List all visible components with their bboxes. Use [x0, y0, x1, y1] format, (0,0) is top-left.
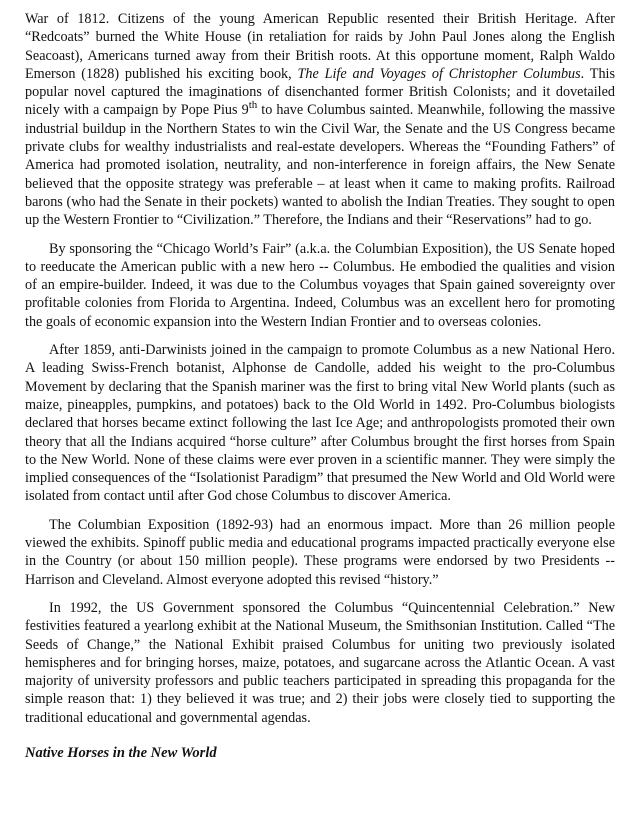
paragraph-text: . This popular novel captured the imaginations of disenchanted former British Colonists; and it dovetailed nicely with a campaign by Pope Pius 9	[25, 65, 615, 119]
document-body	[25, 10, 615, 737]
paragraph-anti-darwinists: After 1859, anti-Darwinists joined in the campaign to promote Columbus as a new National Hero. A leading Swiss-French botanist, Alphonse de Candolle, added his weight to the pro-Columbus Movement by declaring that the Spanish mariner was the first to bring vital New World plants (such as maize, pineapples, pumpkins, and potatoes) back to the Old World in 1492. Pro-Columbus biologists declared that horses became extinct following the last Ice Age; and anthropologists promoted their own theory that all the Indians acquired “horse culture” after Columbus brought the first horses from Spain to the New World. None of these claims were ever proven in a scientific manner. They were simply the implied consequences of the “Isolationist Paradigm” that presumed the New World and Old World were isolated from contact until after God chose Columbus to discover America.	[25, 342, 615, 505]
section-heading: Native Horses in the New World	[25, 745, 217, 761]
paragraph-text: War of 1812. Citizens of the young American Republic resented their British Heritage. After “Redcoats” burned the White House (in retaliation for raids by John Paul Jones along the English Seacoast), Americans turned away from their British roots. At this opportune moment, Ralph Waldo Emerson (1828) published his exciting book,	[25, 11, 615, 82]
paragraph-columbian-exposition: The Columbian Exposition (1892-93) had an enormous impact. More than 26 million people viewed the exhibits. Spinoff public media and educational programs impacted practically everyone else in the Country (or about 150 million people). These programs were endorsed by two Presidents -- Harrison and Cleveland. Almost everyone adopted this revised “history.”	[25, 516, 615, 588]
paragraph-text: to have Columbus sainted. Meanwhile, following the massive industrial buildup in the Northern States to win the Civil War, the Senate and the US Congress became private clubs for wealthy industrialists and real-estate developers. Whereas the “Founding Fathers” of America had promoted isolation, neutrality, and non-interference in foreign affairs, the New Senate believed that the opposite strategy was preferable – at least when it came to making profits. Railroad barons (who had the Senate in their pockets) wanted to abolish the Indian Treaties. They sought to open up the Western Frontier to “Civilization.” Therefore, the Indians and their “Reservations” had to go.	[25, 102, 615, 229]
paragraph-quincentennial: In 1992, the US Government sponsored the Columbus “Quincentennial Celebration.” New festivities featured a yearlong exhibit at the National Museum, the Smithsonian Institution. Called “The Seeds of Change,” the National Exhibit praised Columbus for uniting two previously isolated hemispheres and for bringing horses, maize, potatoes, and sugarcane across the Atlantic Ocean. A vast majority of university professors and public teachers participated in spreading this propaganda for the simple reason that: 1) they believed it was true; and 2) their jobs were closely tied to supporting the traditional educational and governmental agendas.	[25, 599, 615, 726]
superscript-ordinal: th	[248, 99, 258, 112]
paragraph-chicago-worlds-fair: By sponsoring the “Chicago World’s Fair” (a.k.a. the Columbian Exposition), the US Senate hoped to reeducate the American public with a new hero -- Columbus. He embodied the qualities and vision of an empire-builder. Indeed, it was due to the Columbus voyages that Spain gained sovereignty over profitable colonies from Florida to Argentina. Indeed, Columbus was an excellent hero for promoting the goals of economic expansion into the Western Indian Frontier and to overseas colonies.	[25, 240, 615, 330]
paragraph-war-of-1812	[25, 10, 615, 230]
book-title: The Life and Voyages of Christopher Columbus	[297, 65, 581, 82]
